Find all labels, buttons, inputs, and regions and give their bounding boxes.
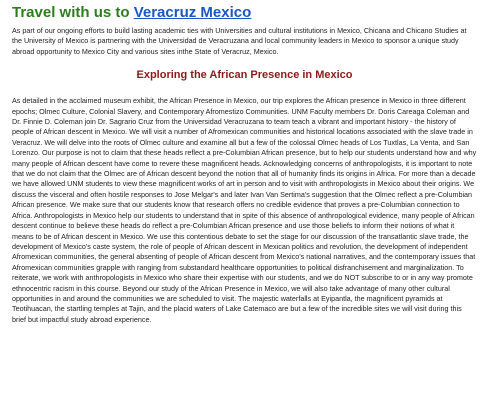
intro-paragraph: As part of our ongoing efforts to build lasting academic ties with Universities and cultural institutions in Mexico, Chicana and Chicano Studies at the University of Mexico is partnering with the Universidad de Veracruzana and local community leaders in Mexico to sponsor a unique study abroad opportunity to Mexico City and various sites inthe State of Veracruz, Mexico.: [12, 26, 467, 56]
section-heading: Exploring the African Presence in Mexico: [136, 69, 353, 82]
page-title-prefix: Travel with us to: [12, 4, 134, 21]
section-body-paragraph: As detailed in the acclaimed museum exhibit, the African Presence in Mexico, our trip explores the African presence in Mexico in three different epochs; Olmec Culture, Colonial Slavery, and Contemporary Afromestizo Communities. UNM Faculty members Dr. Doris Careaga Coleman and Dr. Finnie D. Coleman join Dr. Sagrario Cruz from the Universidad Veracruzana to team teach a vibrant and important history - the history of people of African descent in Mexico. We will visit a number of Afromexican communities and historical locations associated with the slave trade in Veracruz. We will delve into the roots of Olmec culture and examine all but a few of the colossal Olmec heads of Los Tuxtlas, La Venta, and San Lorenzo. Our purpose is not to claim that these heads reflect a pre-Columbian African presence, but to help our students understand how and why many people of African descent have come to revere these magnificent heads. Acknowledging concerns of anthropologists, it is important to note that we do not claim that the Olmec are of African descent beyond the notion that all of humanity finds its origins in Africa. For more than a decade we have allowed UNM students to view these magnificent works of art in person and to visit with anthropologists in Mexico about their origins. We discuss the visceral and often hostile responses to Jose Melgar's and later Ivan Van Sertima's suggestion that the Olmec reflect a pre-Columbian African presence. We make sure that our students know that research offers no credible evidence that proves a pre-Columbian connection to Africa. Anthropologists in Mexico help our students to understand that in spite of this absence of anthropological evidence, many people of African descent continue to believe these heads do reflect a pre-Columbian African presence and use those beliefs to inform their notions of what it means to be of African descent in Mexico. We use this contentious debate to set the stage for our discussion of the transatlantic slave trade, the development of Mexico's caste system, the role of people of African descent in Mexican politics and revolution, the development of independent Afromexican communities, the general absenting of people of African descent from Mexico's national narratives, and the contemporary issues that Afromexican communities grapple with ranging from substandard healthcare opportunities to political disfranchisement and marginalization. To reiterate, we work with anthropologists in Mexico who share their expertise with our students, and we do NOT subscribe to or in any way promote ethnocentric racism in this course. Beyond our study of the African Presence in Mexico, we will also take advantage of many other cultural opportunities in and around the communities we are scheduled to visit. The majestic waterfalls at Eyipantla, the magnificent pyramids at Teotihuacan, the startling temples at Tajin, and the placid waters of Lake Catemaco are but a few of the incredible sites we will visit during this brief but impactful study abroad experience.: [12, 96, 477, 324]
page-title: [12, 3, 477, 23]
veracruz-mexico-link[interactable]: Veracruz Mexico: [133, 4, 252, 21]
page-content: [0, 3, 489, 413]
